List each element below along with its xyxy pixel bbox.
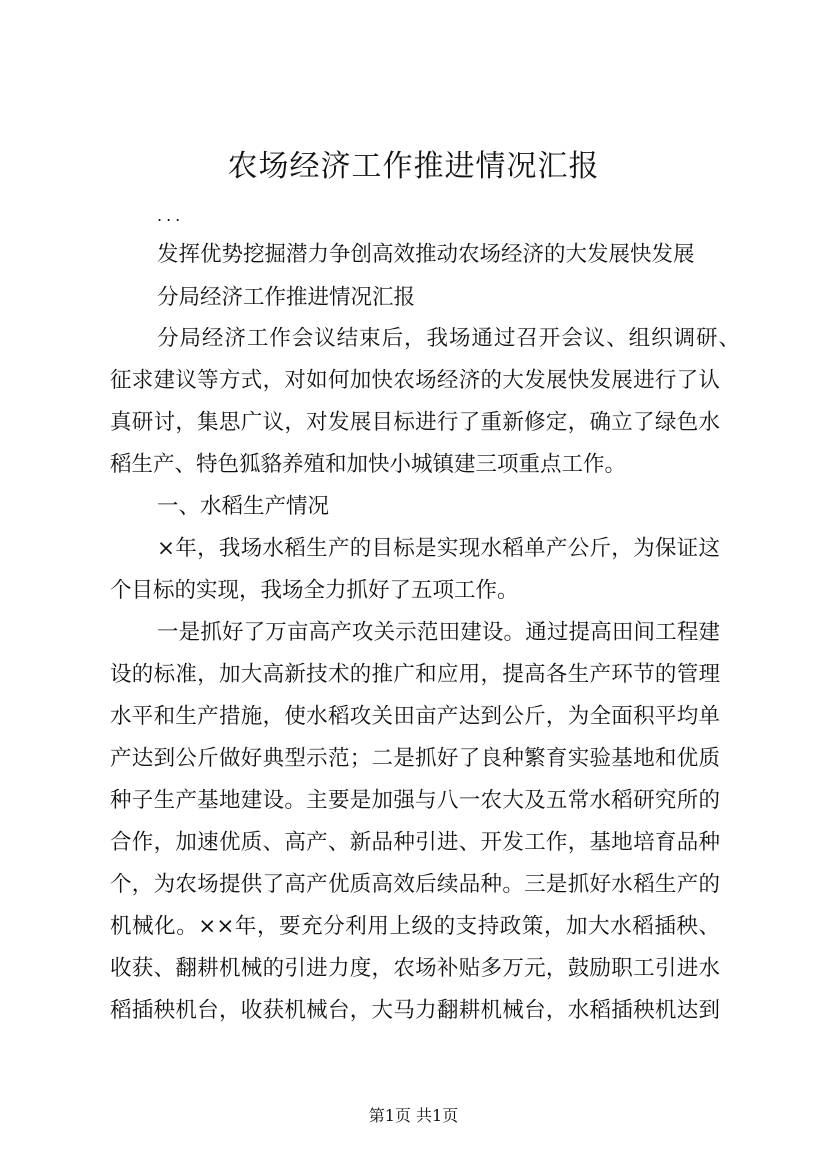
section-heading: 一、水稻生产情况	[157, 494, 330, 519]
paragraph-line: 稻插秧机台，收获机械台，大马力翻耕机械台，水稻插秧机达到	[110, 998, 720, 1023]
paragraph-line: 收获、翻耕机械的引进力度，农场补贴多万元，鼓励职工引进水	[110, 956, 720, 981]
paragraph-line: 个，为农场提供了高产优质高效后续品种。三是抓好水稻生产的	[110, 872, 720, 897]
ellipsis-marker: ...	[157, 206, 185, 225]
subtitle-line: 发挥优势挖掘潜力争创高效推动农场经济的大发展快发展	[157, 242, 695, 267]
paragraph-line: 种子生产基地建设。主要是加强与八一农大及五常水稻研究所的	[110, 788, 720, 813]
paragraph-line: 个目标的实现，我场全力抓好了五项工作。	[110, 578, 519, 603]
page-footer: 第1页 共1页	[368, 1106, 459, 1125]
paragraph-line: 合作，加速优质、高产、新品种引进、开发工作，基地培育品种	[110, 830, 720, 855]
paragraph-line: 征求建议等方式，对如何加快农场经济的大发展快发展进行了认	[110, 368, 720, 393]
paragraph-line: 设的标准，加大高新技术的推广和应用，提高各生产环节的管理	[110, 662, 720, 687]
paragraph-line: 真研讨，集思广议，对发展目标进行了重新修定，确立了绿色水	[110, 410, 720, 435]
paragraph-line: ×年，我场水稻生产的目标是实现水稻单产公斤，为保证这	[157, 536, 720, 561]
paragraph-line: 分局经济工作会议结束后，我场通过召开会议、组织调研、	[157, 326, 740, 351]
paragraph-line: 机械化。××年，要充分利用上级的支持政策，加大水稻插秧、	[110, 914, 720, 939]
heading-line: 分局经济工作推进情况汇报	[157, 285, 416, 310]
paragraph-line: 水平和生产措施，使水稻攻关田亩产达到公斤，为全面积平均单	[110, 704, 720, 729]
paragraph-line: 稻生产、特色狐貉养殖和加快小城镇建三项重点工作。	[110, 452, 627, 477]
paragraph-line: 产达到公斤做好典型示范；二是抓好了良种繁育实验基地和优质	[110, 746, 720, 771]
document-title: 农场经济工作推进情况汇报	[227, 149, 600, 184]
paragraph-line: 一是抓好了万亩高产攻关示范田建设。通过提高田间工程建	[157, 620, 720, 645]
